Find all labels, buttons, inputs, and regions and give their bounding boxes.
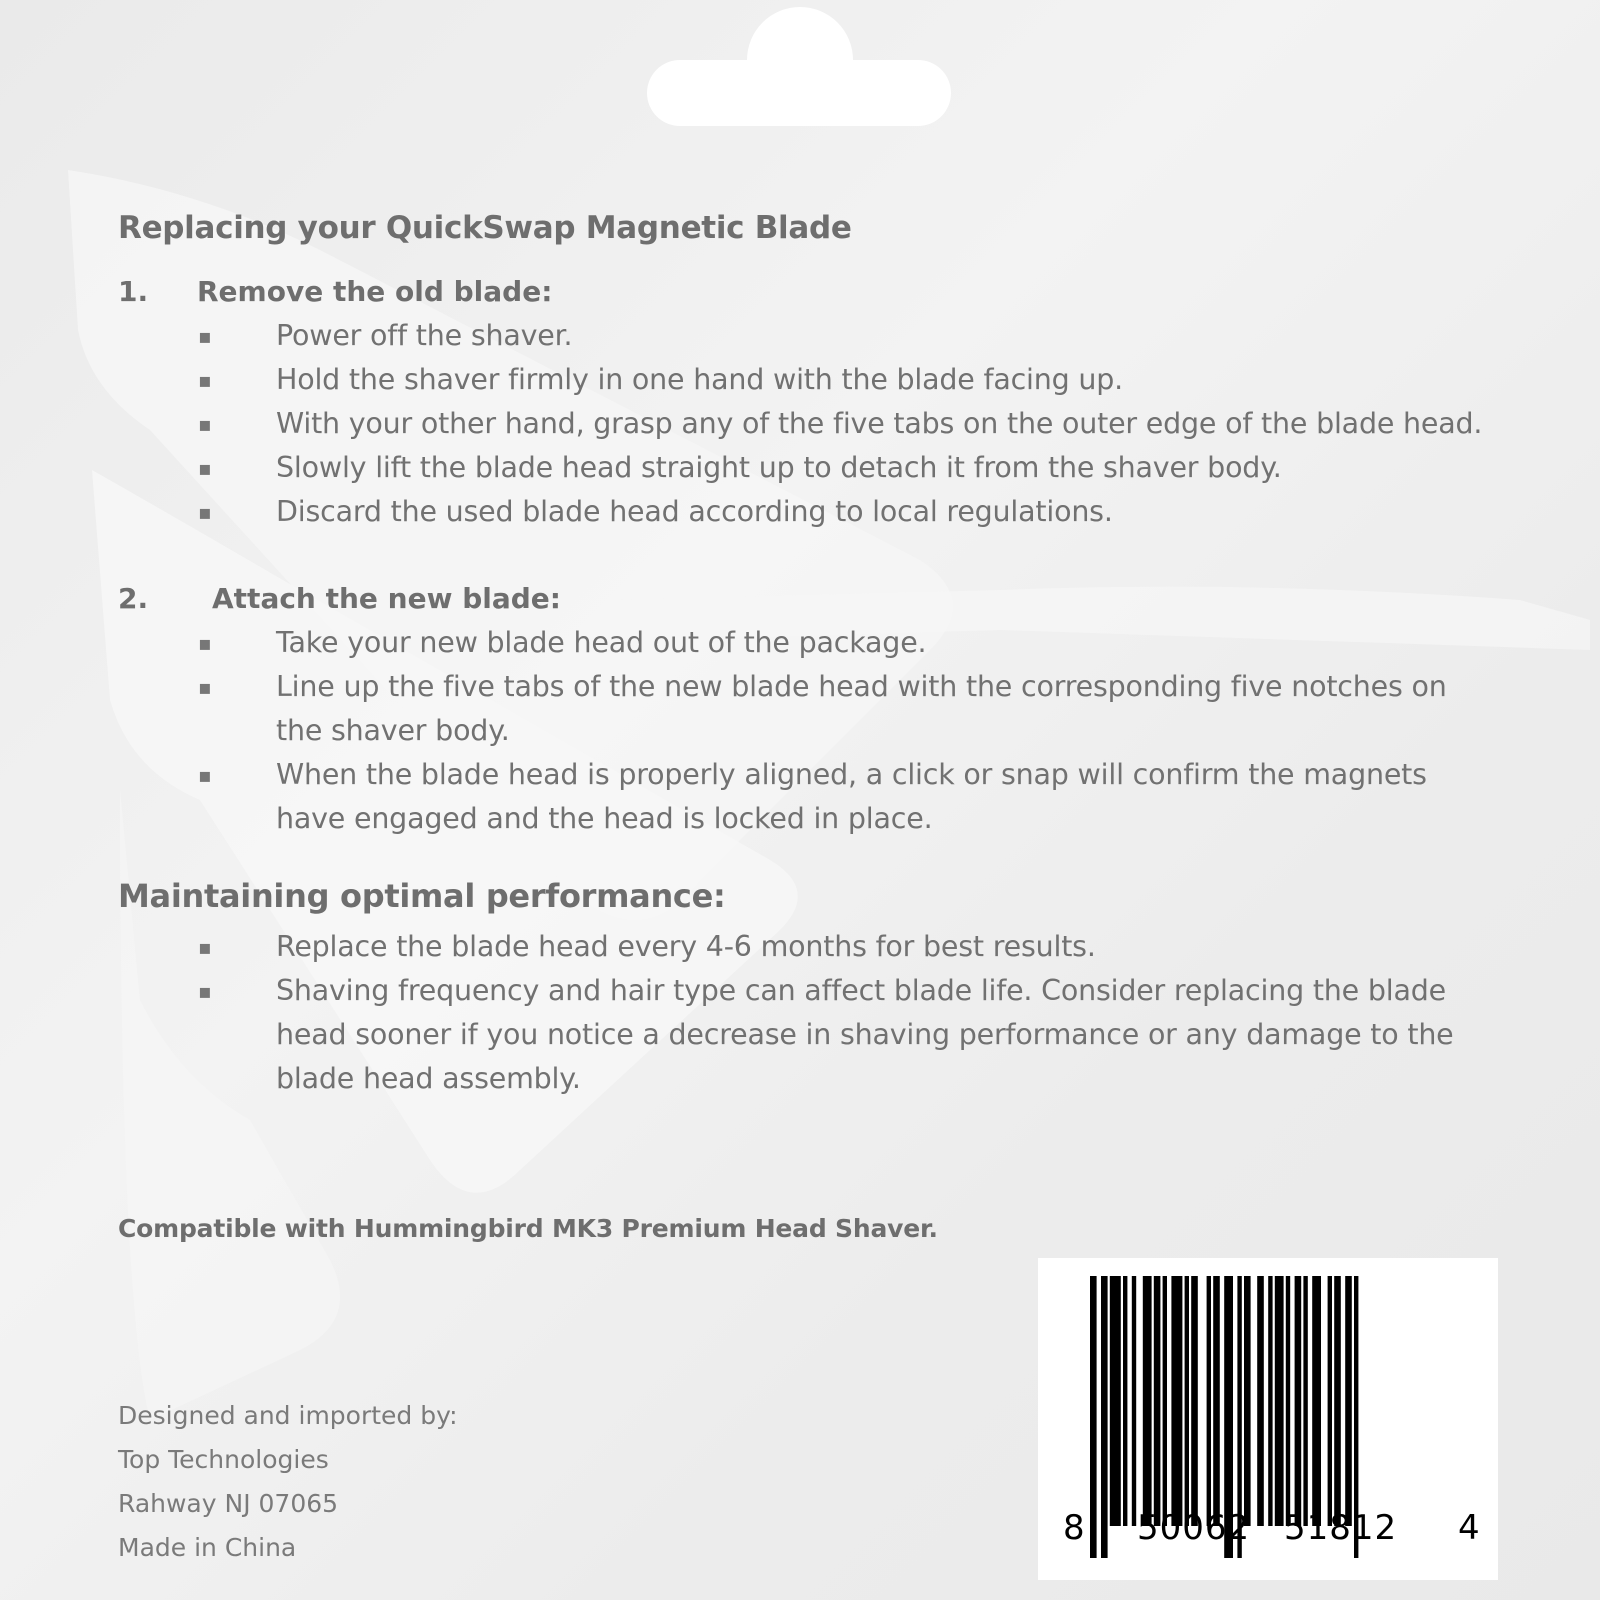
maintenance-heading: Maintaining optimal performance: [118, 877, 726, 915]
barcode-bar [1334, 1276, 1341, 1526]
bullet-icon: ▪ [198, 935, 212, 959]
barcode-bar [1328, 1276, 1332, 1526]
barcode [1038, 1258, 1498, 1580]
page-title: Replacing your QuickSwap Magnetic Blade [118, 210, 852, 246]
barcode-bar [1171, 1276, 1182, 1526]
barcode-bar [1090, 1276, 1097, 1558]
bullet-icon: ▪ [198, 456, 212, 480]
bullet-icon: ▪ [198, 675, 212, 699]
list-item: ▪ Replace the blade head every 4-6 months for best results. [118, 925, 1498, 969]
barcode-bar [1268, 1276, 1272, 1526]
step-number: 2. [118, 582, 149, 615]
bullet-icon: ▪ [198, 763, 212, 787]
step-remove [118, 270, 1498, 534]
step-title: Attach the new blade: [212, 582, 561, 615]
list-item: ▪ Hold the shaver firmly in one hand with the blade facing up. [118, 358, 1498, 402]
list-item: ▪ Take your new blade head out of the package. [118, 621, 1498, 665]
step-number: 1. [118, 275, 149, 308]
barcode-digit-last: 4 [1458, 1508, 1480, 1548]
list-item: ▪ When the blade head is properly aligned, a click or snap will confirm the magnets have engaged and the head is locked in place. [118, 753, 1498, 841]
barcode-bars [1038, 1258, 1498, 1580]
maintenance-list [118, 925, 1498, 1101]
barcode-bar [1185, 1276, 1189, 1526]
barcode-bar [1213, 1276, 1220, 1526]
list-item: ▪ With your other hand, grasp any of the five tabs on the outer edge of the blade head. [118, 402, 1498, 446]
list-item: ▪ Power off the shaver. [118, 314, 1498, 358]
barcode-bar [1154, 1276, 1161, 1526]
barcode-group-right: 51812 [1284, 1508, 1398, 1548]
barcode-digit-first: 8 [1063, 1508, 1085, 1548]
step-heading [118, 270, 1498, 314]
barcode-bar [1132, 1276, 1136, 1526]
barcode-bar [1275, 1276, 1284, 1526]
barcode-bar [1295, 1276, 1302, 1526]
barcode-bar [1163, 1276, 1167, 1526]
bullet-icon: ▪ [198, 631, 212, 655]
barcode-bar [1110, 1276, 1121, 1526]
country-of-origin: Made in China [118, 1533, 297, 1562]
list-item: ▪ Shaving frequency and hair type can affect blade life. Consider replacing the blade head sooner if you notice a decrease in shaving performance or any damage to the blade head assembly. [118, 969, 1498, 1101]
bullet-list [118, 314, 1498, 534]
barcode-bar [1143, 1276, 1152, 1526]
bullet-icon: ▪ [198, 368, 212, 392]
barcode-bar [1303, 1276, 1307, 1526]
barcode-bar [1244, 1276, 1251, 1526]
instructions [118, 206, 1498, 1101]
bullet-icon: ▪ [198, 979, 212, 1003]
bullet-icon: ▪ [198, 500, 212, 524]
list-item: ▪ Line up the five tabs of the new blade head with the corresponding five notches on the shaver body. [118, 665, 1498, 753]
barcode-bar [1191, 1276, 1198, 1526]
importer-label: Designed and imported by: [118, 1401, 458, 1430]
barcode-bar [1123, 1276, 1127, 1526]
company-address: Rahway NJ 07065 [118, 1489, 339, 1518]
list-item: ▪ Discard the used blade head according to local regulations. [118, 490, 1498, 534]
company-name: Top Technologies [118, 1445, 329, 1474]
bullet-icon: ▪ [198, 412, 212, 436]
bullet-icon: ▪ [198, 324, 212, 348]
hang-hole [0, 0, 1600, 140]
barcode-bar [1312, 1276, 1321, 1526]
barcode-bar [1345, 1276, 1352, 1526]
barcode-bar [1286, 1276, 1290, 1526]
step-title: Remove the old blade: [197, 275, 553, 308]
barcode-bar [1207, 1276, 1211, 1526]
barcode-group-left: 50062 [1137, 1508, 1251, 1548]
step-heading [118, 577, 1498, 621]
barcode-bar [1101, 1276, 1108, 1558]
importer-info [118, 1394, 458, 1570]
list-item: ▪ Slowly lift the blade head straight up to detach it from the shaver body. [118, 446, 1498, 490]
bullet-list [118, 621, 1498, 841]
barcode-bar [1257, 1276, 1264, 1526]
compatibility-note: Compatible with Hummingbird MK3 Premium Head Shaver. [118, 1214, 938, 1243]
step-attach [118, 577, 1498, 841]
